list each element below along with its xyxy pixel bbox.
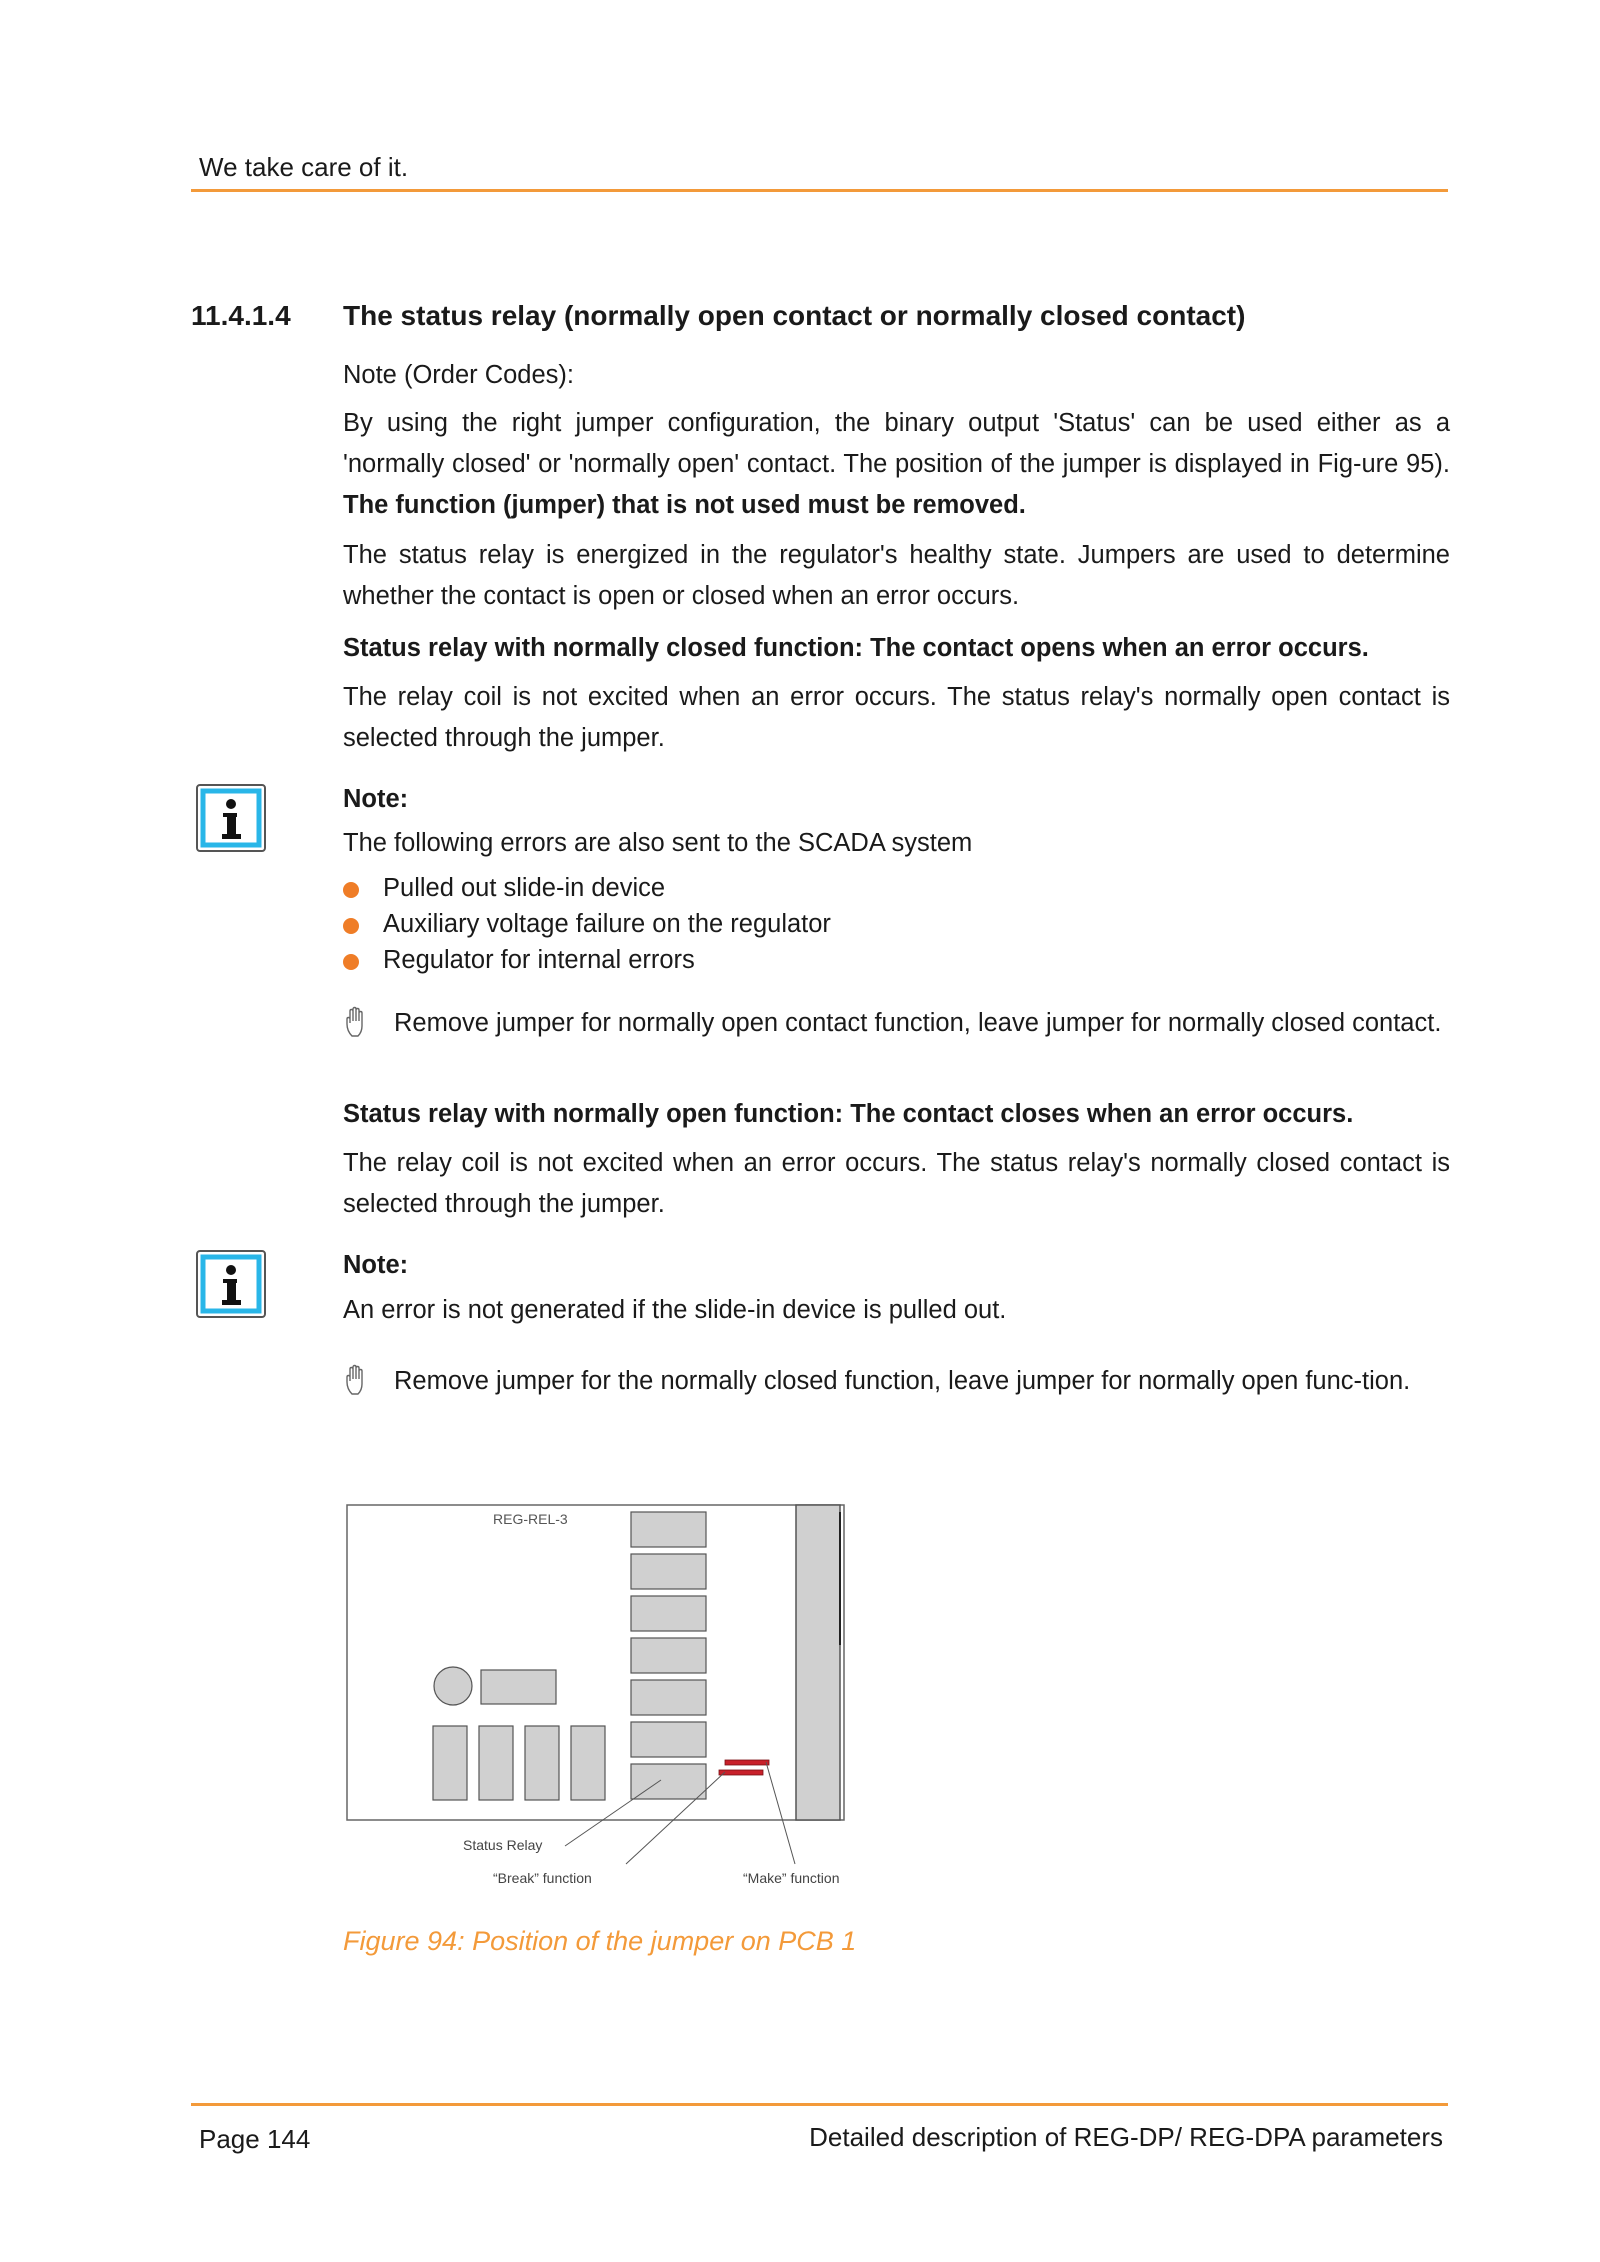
- note2-title: Note:: [343, 1251, 409, 1279]
- label-break-function: “Break” function: [493, 1870, 592, 1886]
- note1-text: The following errors are also sent to the SCADA system: [343, 829, 973, 857]
- paragraph-jumper-config-bold: The function (jumper) that is not used must be removed.: [343, 491, 1026, 519]
- bullet-dot: [343, 918, 359, 934]
- relay-block: [631, 1638, 706, 1673]
- hand-pointer-icon: [343, 1364, 373, 1398]
- page-number: Page 144: [199, 2124, 311, 2154]
- board-label: REG-REL-3: [493, 1511, 568, 1527]
- section-number: 11.4.1.4: [191, 300, 291, 331]
- pcb-rect-component: [481, 1670, 556, 1704]
- pcb-capacitor: [525, 1726, 559, 1800]
- relay-block: [631, 1596, 706, 1631]
- make-jumper: [725, 1760, 769, 1765]
- action-remove-jumper-1: Remove jumper for normally open contact function, leave jumper for normally closed contact.: [394, 1009, 1442, 1037]
- footer-doc-title: Detailed description of REG-DP/ REG-DPA parameters: [809, 2122, 1443, 2152]
- paragraph-jumper-config-text: By using the right jumper configuration, the binary output 'Status' can be used either as a 'normally closed' or 'normally open' contact. The position of the jumper is displayed in Fig-ure 95).: [343, 409, 1450, 478]
- bullet-dot: [343, 954, 359, 970]
- action-remove-jumper-2: Remove jumper for the normally closed function, leave jumper for normally open func-tion.: [394, 1367, 1411, 1395]
- info-icon: [195, 783, 267, 853]
- label-make-function: “Make” function: [743, 1870, 840, 1886]
- pcb-side-connector: [796, 1505, 840, 1820]
- pcb-capacitor: [433, 1726, 467, 1800]
- relay-block: [631, 1722, 706, 1757]
- relay-block: [631, 1512, 706, 1547]
- status-relay-block: [631, 1764, 706, 1799]
- header-tagline: We take care of it.: [199, 152, 409, 182]
- note1-title: Note:: [343, 785, 409, 813]
- bullet-item: Pulled out slide-in device: [383, 874, 666, 902]
- figure-caption: Figure 94: Position of the jumper on PCB 1: [343, 1926, 857, 1956]
- section-title: The status relay (normally open contact or normally closed contact): [343, 300, 1246, 331]
- note-order-codes: Note (Order Codes):: [343, 361, 574, 389]
- footer-rule: [191, 2103, 1448, 2106]
- paragraph-jumper-config: [343, 403, 1450, 526]
- bullet-item: Regulator for internal errors: [383, 946, 695, 974]
- info-icon: [195, 1249, 267, 1319]
- relay-block: [631, 1680, 706, 1715]
- pcb-figure: [343, 1500, 883, 1910]
- hand-pointer-icon: [343, 1006, 373, 1040]
- label-status-relay: Status Relay: [463, 1837, 543, 1853]
- pcb-round-component: [434, 1667, 472, 1705]
- note2-text: An error is not generated if the slide-in device is pulled out.: [343, 1296, 1007, 1324]
- heading-normally-open: Status relay with normally open function: The contact closes when an error occurs.: [343, 1100, 1354, 1128]
- paragraph-open-coil: The relay coil is not excited when an error occurs. The status relay's normally closed contact is selected through the jumper.: [343, 1149, 1450, 1218]
- bullet-item: Auxiliary voltage failure on the regulator: [383, 910, 831, 938]
- break-jumper: [719, 1770, 763, 1775]
- relay-block: [631, 1554, 706, 1589]
- paragraph-energized: The status relay is energized in the regulator's healthy state. Jumpers are used to determine whether the contact is open or closed when an error occurs.: [343, 541, 1450, 610]
- pcb-capacitor: [571, 1726, 605, 1800]
- bullet-dot: [343, 882, 359, 898]
- paragraph-closed-coil: The relay coil is not excited when an error occurs. The status relay's normally open contact is selected through the jumper.: [343, 683, 1450, 752]
- pcb-capacitor: [479, 1726, 513, 1800]
- header-rule: [191, 189, 1448, 192]
- heading-normally-closed: Status relay with normally closed function: The contact opens when an error occurs.: [343, 634, 1369, 662]
